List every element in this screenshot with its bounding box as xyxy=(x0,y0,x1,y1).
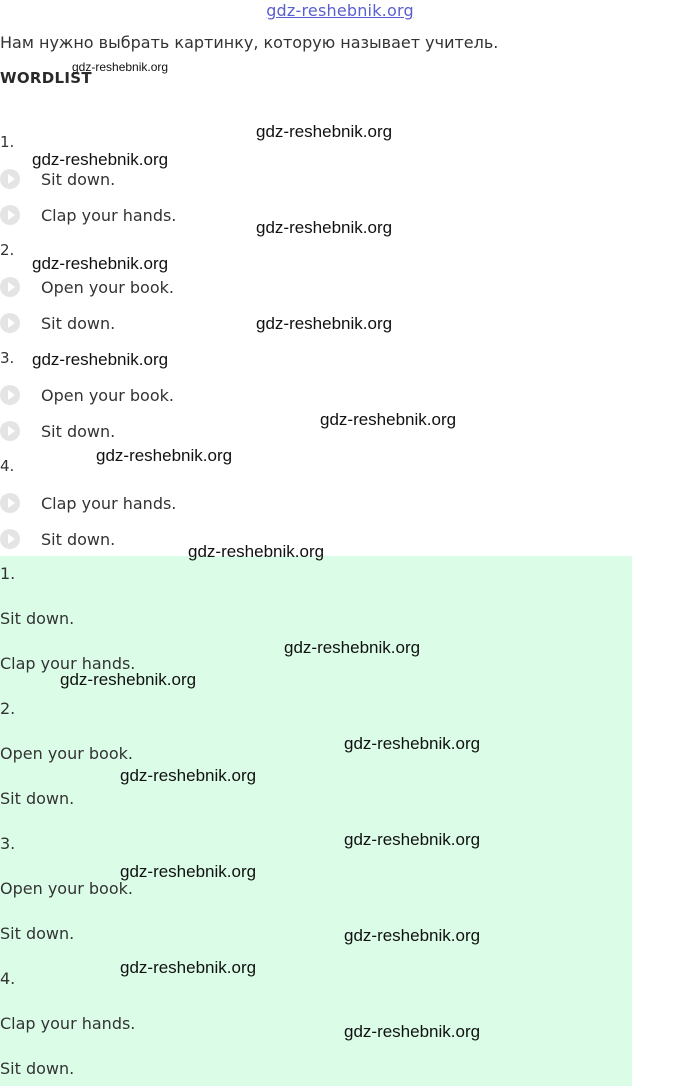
phrase-row xyxy=(0,528,115,550)
play-icon[interactable] xyxy=(0,313,20,333)
watermark-text: gdz-reshebnik.org xyxy=(344,926,481,945)
watermark-text: gdz-reshebnik.org xyxy=(120,958,257,977)
watermark-text: gdz-reshebnik.org xyxy=(188,542,325,561)
phrase-text: Open your book. xyxy=(41,385,174,405)
answer-line: Sit down. xyxy=(0,789,75,808)
watermark-text: gdz-reshebnik.org xyxy=(256,218,393,237)
play-icon[interactable] xyxy=(0,277,20,297)
watermark-text: gdz-reshebnik.org xyxy=(96,446,233,465)
watermark-text: gdz-reshebnik.org xyxy=(344,830,481,849)
answer-number: 2. xyxy=(0,699,16,718)
phrase-row xyxy=(0,204,176,226)
answer-line: Sit down. xyxy=(0,1059,75,1078)
watermark-text: gdz-reshebnik.org xyxy=(32,254,169,273)
watermark-text: gdz-reshebnik.org xyxy=(60,670,197,689)
answer-line: Sit down. xyxy=(0,609,75,628)
group-2-number: 2. xyxy=(0,241,15,259)
answer-number: 1. xyxy=(0,564,16,583)
play-icon[interactable] xyxy=(0,493,20,513)
answer-line: Sit down. xyxy=(0,924,75,943)
phrase-row xyxy=(0,168,115,190)
group-1-number: 1. xyxy=(0,133,15,151)
play-icon[interactable] xyxy=(0,421,20,441)
group-3-number: 3. xyxy=(0,349,15,367)
watermark-text: gdz-reshebnik.org xyxy=(120,862,257,881)
watermark-text: gdz-reshebnik.org xyxy=(256,122,393,141)
phrase-text: Clap your hands. xyxy=(41,205,177,225)
phrase-row xyxy=(0,276,174,298)
phrase-row xyxy=(0,420,115,442)
answer-block xyxy=(0,556,632,1086)
play-icon[interactable] xyxy=(0,529,20,549)
phrase-text: Sit down. xyxy=(41,529,116,549)
watermark-text: gdz-reshebnik.org xyxy=(32,350,169,369)
answer-line: Open your book. xyxy=(0,744,133,763)
watermark-text: gdz-reshebnik.org xyxy=(344,1022,481,1041)
answer-number: 3. xyxy=(0,834,16,853)
answer-line: Open your book. xyxy=(0,879,133,898)
phrase-row xyxy=(0,312,115,334)
phrase-row xyxy=(0,492,176,514)
watermark-text: gdz-reshebnik.org xyxy=(320,410,457,429)
play-icon[interactable] xyxy=(0,385,20,405)
phrase-text: Clap your hands. xyxy=(41,493,177,513)
phrase-text: Sit down. xyxy=(41,169,116,189)
answer-number: 4. xyxy=(0,969,16,988)
wordlist-heading: WORDLIST xyxy=(0,69,92,87)
watermark-text: gdz-reshebnik.org xyxy=(256,314,393,333)
phrase-row xyxy=(0,384,174,406)
instruction-text: Нам нужно выбрать картинку, которую называет учитель. xyxy=(0,33,499,52)
watermark-text: gdz-reshebnik.org xyxy=(32,150,169,169)
watermark-text: gdz-reshebnik.org xyxy=(120,766,257,785)
group-4-number: 4. xyxy=(0,457,15,475)
play-icon[interactable] xyxy=(0,169,20,189)
phrase-text: Sit down. xyxy=(41,313,116,333)
watermark-text: gdz-reshebnik.org xyxy=(284,638,421,657)
phrase-text: Sit down. xyxy=(41,421,116,441)
watermark-text: gdz-reshebnik.org xyxy=(72,60,169,74)
phrase-text: Open your book. xyxy=(41,277,174,297)
play-icon[interactable] xyxy=(0,205,20,225)
site-header-link[interactable]: gdz-reshebnik.org xyxy=(266,1,414,20)
answer-line: Clap your hands. xyxy=(0,654,136,673)
watermark-text: gdz-reshebnik.org xyxy=(344,734,481,753)
answer-line: Clap your hands. xyxy=(0,1014,136,1033)
